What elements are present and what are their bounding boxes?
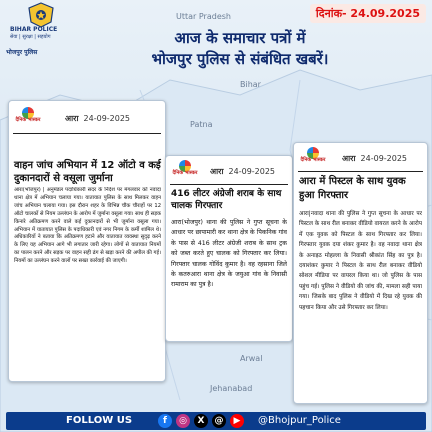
- logo-text: BIHAR POLICE: [10, 26, 58, 33]
- news-clipping-2: [165, 155, 293, 342]
- clipping-date: 24-09-2025: [228, 167, 276, 176]
- dainik-bhaskar-logo: [15, 107, 41, 129]
- news-clipping-3: [293, 142, 428, 404]
- divider: [298, 171, 423, 172]
- logo-motto: सेवा | सुरक्षा | सहयोग: [10, 34, 51, 40]
- clipping-body: आरा(भोजपुर) थाना की पुलिस ने गुप्त सूचना के आधार पर छापामारी कर थाना क्षेत्र के पिकनिक गांव के पास से 416 लीटर अंग्रेजी शराब के साथ ट्रक को जब्त करते हुए चालक को गिरफ्तार कर लिया। गिरफ्तार चालक गोविंद कुमार है। वह रहसाना जिले के कतरुआरा थाना क्षेत्र के जयुआ गांव के निवासी रामाराम का पुत्र है।: [171, 219, 287, 289]
- news-clipping-1: [8, 100, 166, 382]
- follow-label: FOLLOW US: [66, 415, 133, 426]
- social-handle[interactable]: @Bhojpur_Police: [258, 415, 341, 426]
- clipping-city: आरा: [65, 114, 79, 123]
- page-headline: [90, 28, 390, 70]
- clipping-body: आरा|नवादा थाना की पुलिस ने गुप्त सूचना के आधार पर पिस्टल के साथ रील बनाकर वीडियो वायरल करने के आरोप में एक युवक को पिस्टल के साथ गिरफ्तार कर लिया। गिरफ्तार युवक दया शंकर कुमार है। वह नवादा थाना क्षेत्र के अनाइठ मोहल्ला के निवासी श्रीकांत सिंह का पुत्र है। दयाशंकर कुमार ने पिस्टल के साथ रील बनाकर वीडियो सोशल मीडिया पर वायरल किया था। जो पुलिस के पास पहुंच गई। पुलिस ने वीडियो की जांच की, मामला सही पाया गया। जिसके बाद पुलिस ने वीडियो में दिख रहे युवक की पहचान किया और उसे गिरफ्तार कर लिया।: [299, 211, 422, 311]
- youtube-icon[interactable]: ▶: [230, 414, 244, 428]
- clipping-meta: [210, 166, 275, 177]
- logo-district: भोजपुर पुलिस: [6, 49, 38, 56]
- facebook-icon[interactable]: f: [158, 414, 172, 428]
- instagram-icon[interactable]: ◎: [176, 414, 190, 428]
- clipping-meta: [342, 153, 407, 164]
- dainik-bhaskar-logo: [172, 160, 198, 182]
- paper-name: दैनिक भास्कर: [300, 157, 326, 163]
- police-emblem-icon: [26, 2, 56, 28]
- clipping-body: आरा(भोजपुर) | अनुमंडल पदाधिकारी सदर के निर्देश पर मंगलवार को नवादा थाना क्षेत्र में अभियान चलाया गया। यातायात पुलिस के साथ मिलकर वाहन जांच अभियान चलाया गया। इस दौरान शहर के विभिन्न चौक चौराहों पर 12 ऑटो चालकों से नियम उल्लंघन के आरोप में जुर्माना वसूला गया। साथ ही सड़क किनारे अतिक्रमण करने वाले कई दुकानदारों से भी जुर्माना वसूला गया। अभियान में यातायात पुलिस के पदाधिकारी एवं नगर निगम के कर्मी शामिल थे। अधिकारियों ने बताया कि अतिक्रमण हटाने और यातायात व्यवस्था सुदृढ़ करने के लिए यह अभियान आगे भी लगातार जारी रहेगा। लोगों से यातायात नियमों का पालन करने और सड़क पर वाहन सही ढंग से खड़ा करने की अपील की गई। नियमों का उल्लंघन करने वालों पर सख्त कार्रवाई की जाएगी।: [14, 187, 161, 265]
- clipping-date: 24-09-2025: [360, 154, 408, 163]
- x-icon[interactable]: X: [194, 414, 208, 428]
- clipping-meta: [65, 113, 130, 124]
- clipping-date: 24-09-2025: [83, 114, 131, 123]
- clipping-title: आरा में पिस्टल के साथ युवक हुआ गिरफ्तार: [299, 176, 406, 201]
- threads-icon[interactable]: @: [212, 414, 226, 428]
- divider: [13, 133, 161, 134]
- map-label: Bihar: [240, 80, 261, 89]
- clipping-title: 416 लीटर अंग्रेजी शराब के साथ चालक गिरफ्तार: [171, 189, 282, 211]
- clipping-title: वाहन जांच अभियान में 12 ऑटो व कई दुकानदारों से वसूला जुर्माना: [14, 160, 161, 184]
- map-label: Arwal: [240, 354, 263, 363]
- paper-name: दैनिक भास्कर: [15, 117, 41, 123]
- map-label: Patna: [190, 120, 213, 129]
- headline-line-1: आज के समाचार पत्रों में: [174, 29, 306, 47]
- dainik-bhaskar-logo: [300, 147, 326, 169]
- map-label: Jehanabad: [210, 384, 253, 393]
- clipping-city: आरा: [210, 167, 224, 176]
- divider: [170, 184, 288, 185]
- bihar-police-logo: [6, 2, 64, 46]
- paper-name: दैनिक भास्कर: [172, 170, 198, 176]
- clipping-city: आरा: [342, 154, 356, 163]
- map-label: Uttar Pradesh: [176, 12, 231, 21]
- headline-line-2: भोजपुर पुलिस से संबंधित खबरें।: [151, 50, 329, 68]
- date-badge: दिनांक- 24.09.2025: [310, 4, 426, 23]
- social-footer: [6, 412, 426, 430]
